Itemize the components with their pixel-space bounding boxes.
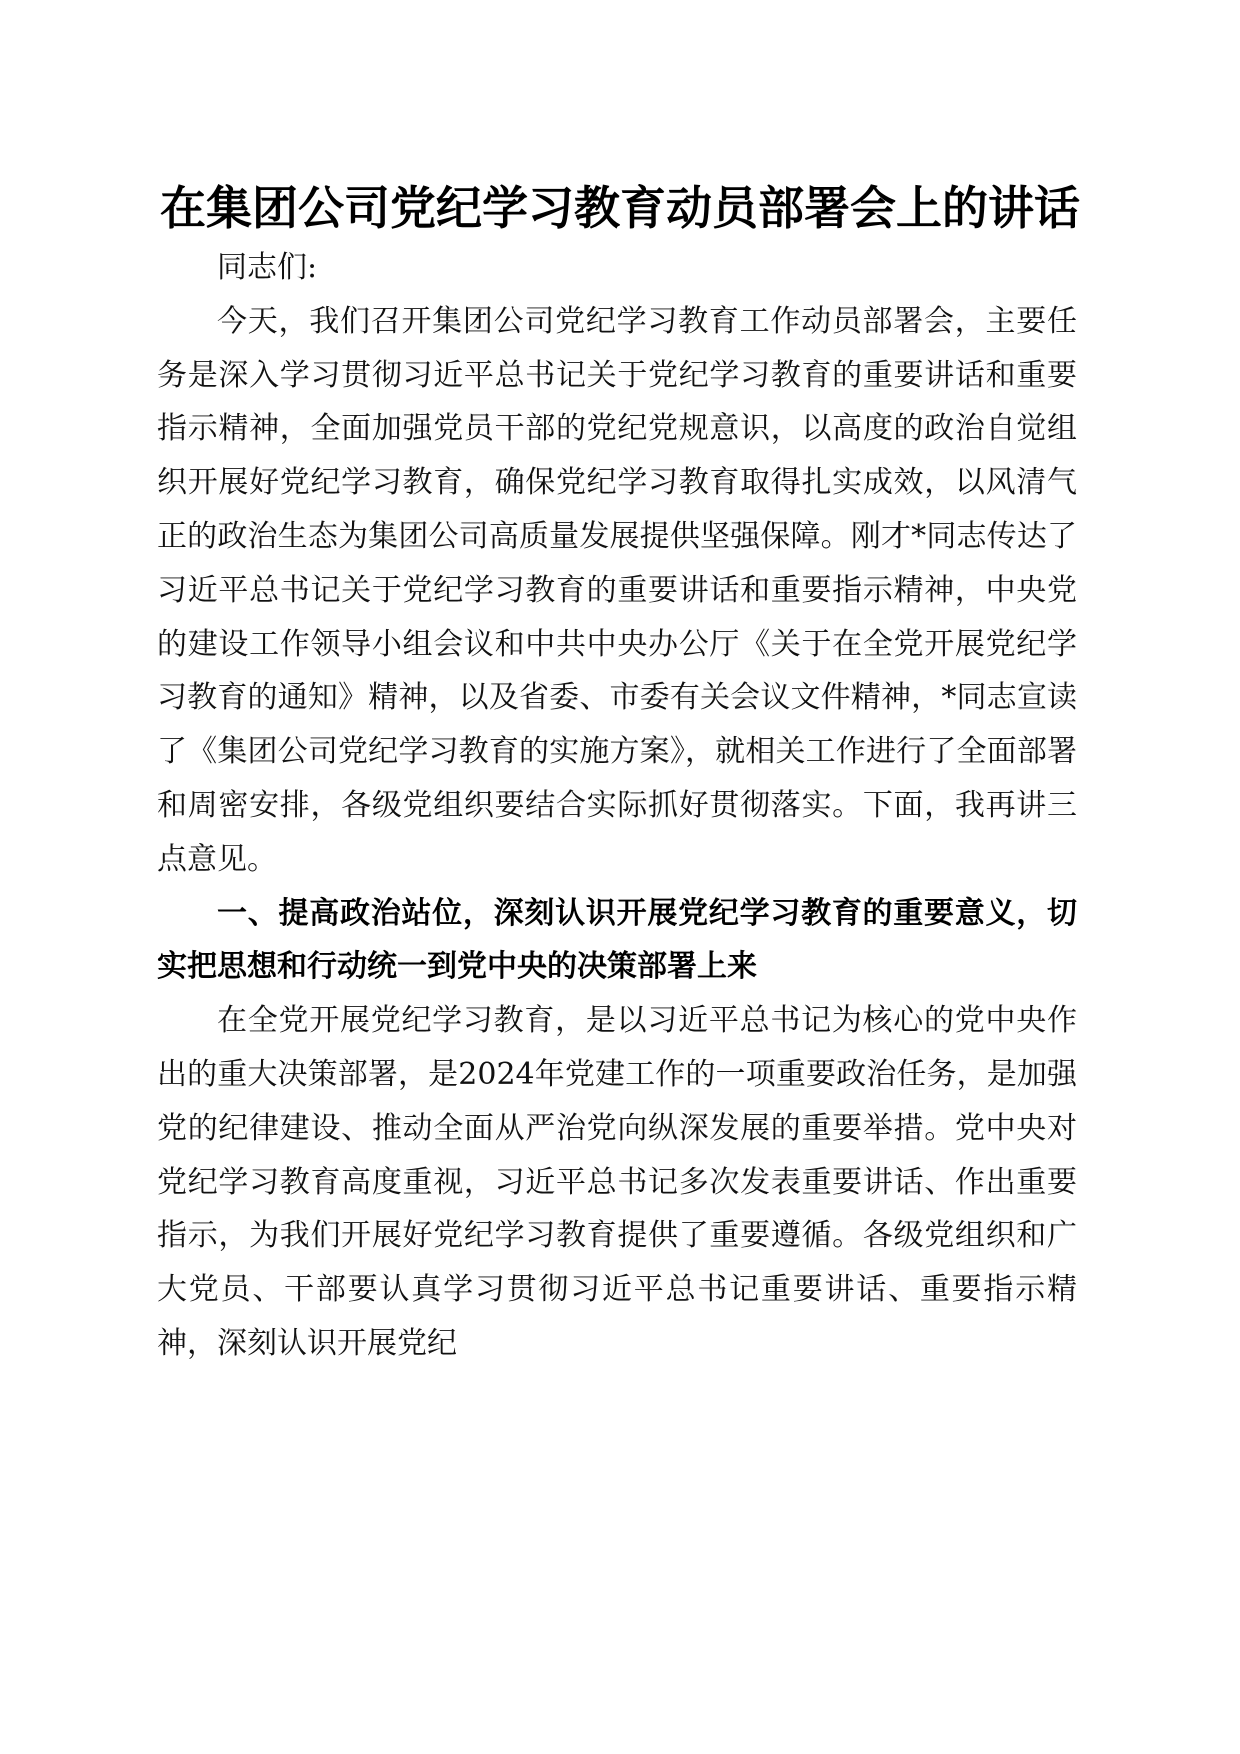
section-heading: 一、提高政治站位，深刻认识开展党纪学习教育的重要意义，切实把思想和行动统一到党中央的决策部署上来: [157, 895, 1077, 985]
document-body: [157, 241, 1077, 1371]
body-paragraph: 今天，我们召开集团公司党纪学习教育工作动员部署会，主要任务是深入学习贯彻习近平总书记关于党纪学习教育的重要讲话和重要指示精神，全面加强党员干部的党纪党规意识，以高度的政治自觉组织开展好党纪学习教育，确保党纪学习教育取得扎实成效，以风清气正的政治生态为集团公司高质量发展提供坚强保障。刚才*同志传达了习近平总书记关于党纪学习教育的重要讲话和重要指示精神，中央党的建设工作领导小组会议和中共中央办公厅《关于在全党开展党纪学习教育的通知》精神，以及省委、市委有关会议文件精神，*同志宣读了《集团公司党纪学习教育的实施方案》，就相关工作进行了全面部署和周密安排，各级党组织要结合实际抓好贯彻落实。下面，我再讲三点意见。: [157, 303, 1077, 877]
document-title: 在集团公司党纪学习教育动员部署会上的讲话: [160, 181, 1080, 235]
body-paragraph: 在全党开展党纪学习教育，是以习近平总书记为核心的党中央作出的重大决策部署，是2024年党建工作的一项重要政治任务，是加强党的纪律建设、推动全面从严治党向纵深发展的重要举措。党中央对党纪学习教育高度重视，习近平总书记多次发表重要讲话、作出重要指示，为我们开展好党纪学习教育提供了重要遵循。各级党组织和广大党员、干部要认真学习贯彻习近平总书记重要讲话、重要指示精神，深刻认识开展党纪: [157, 1003, 1077, 1361]
salutation: 同志们:: [217, 250, 318, 285]
